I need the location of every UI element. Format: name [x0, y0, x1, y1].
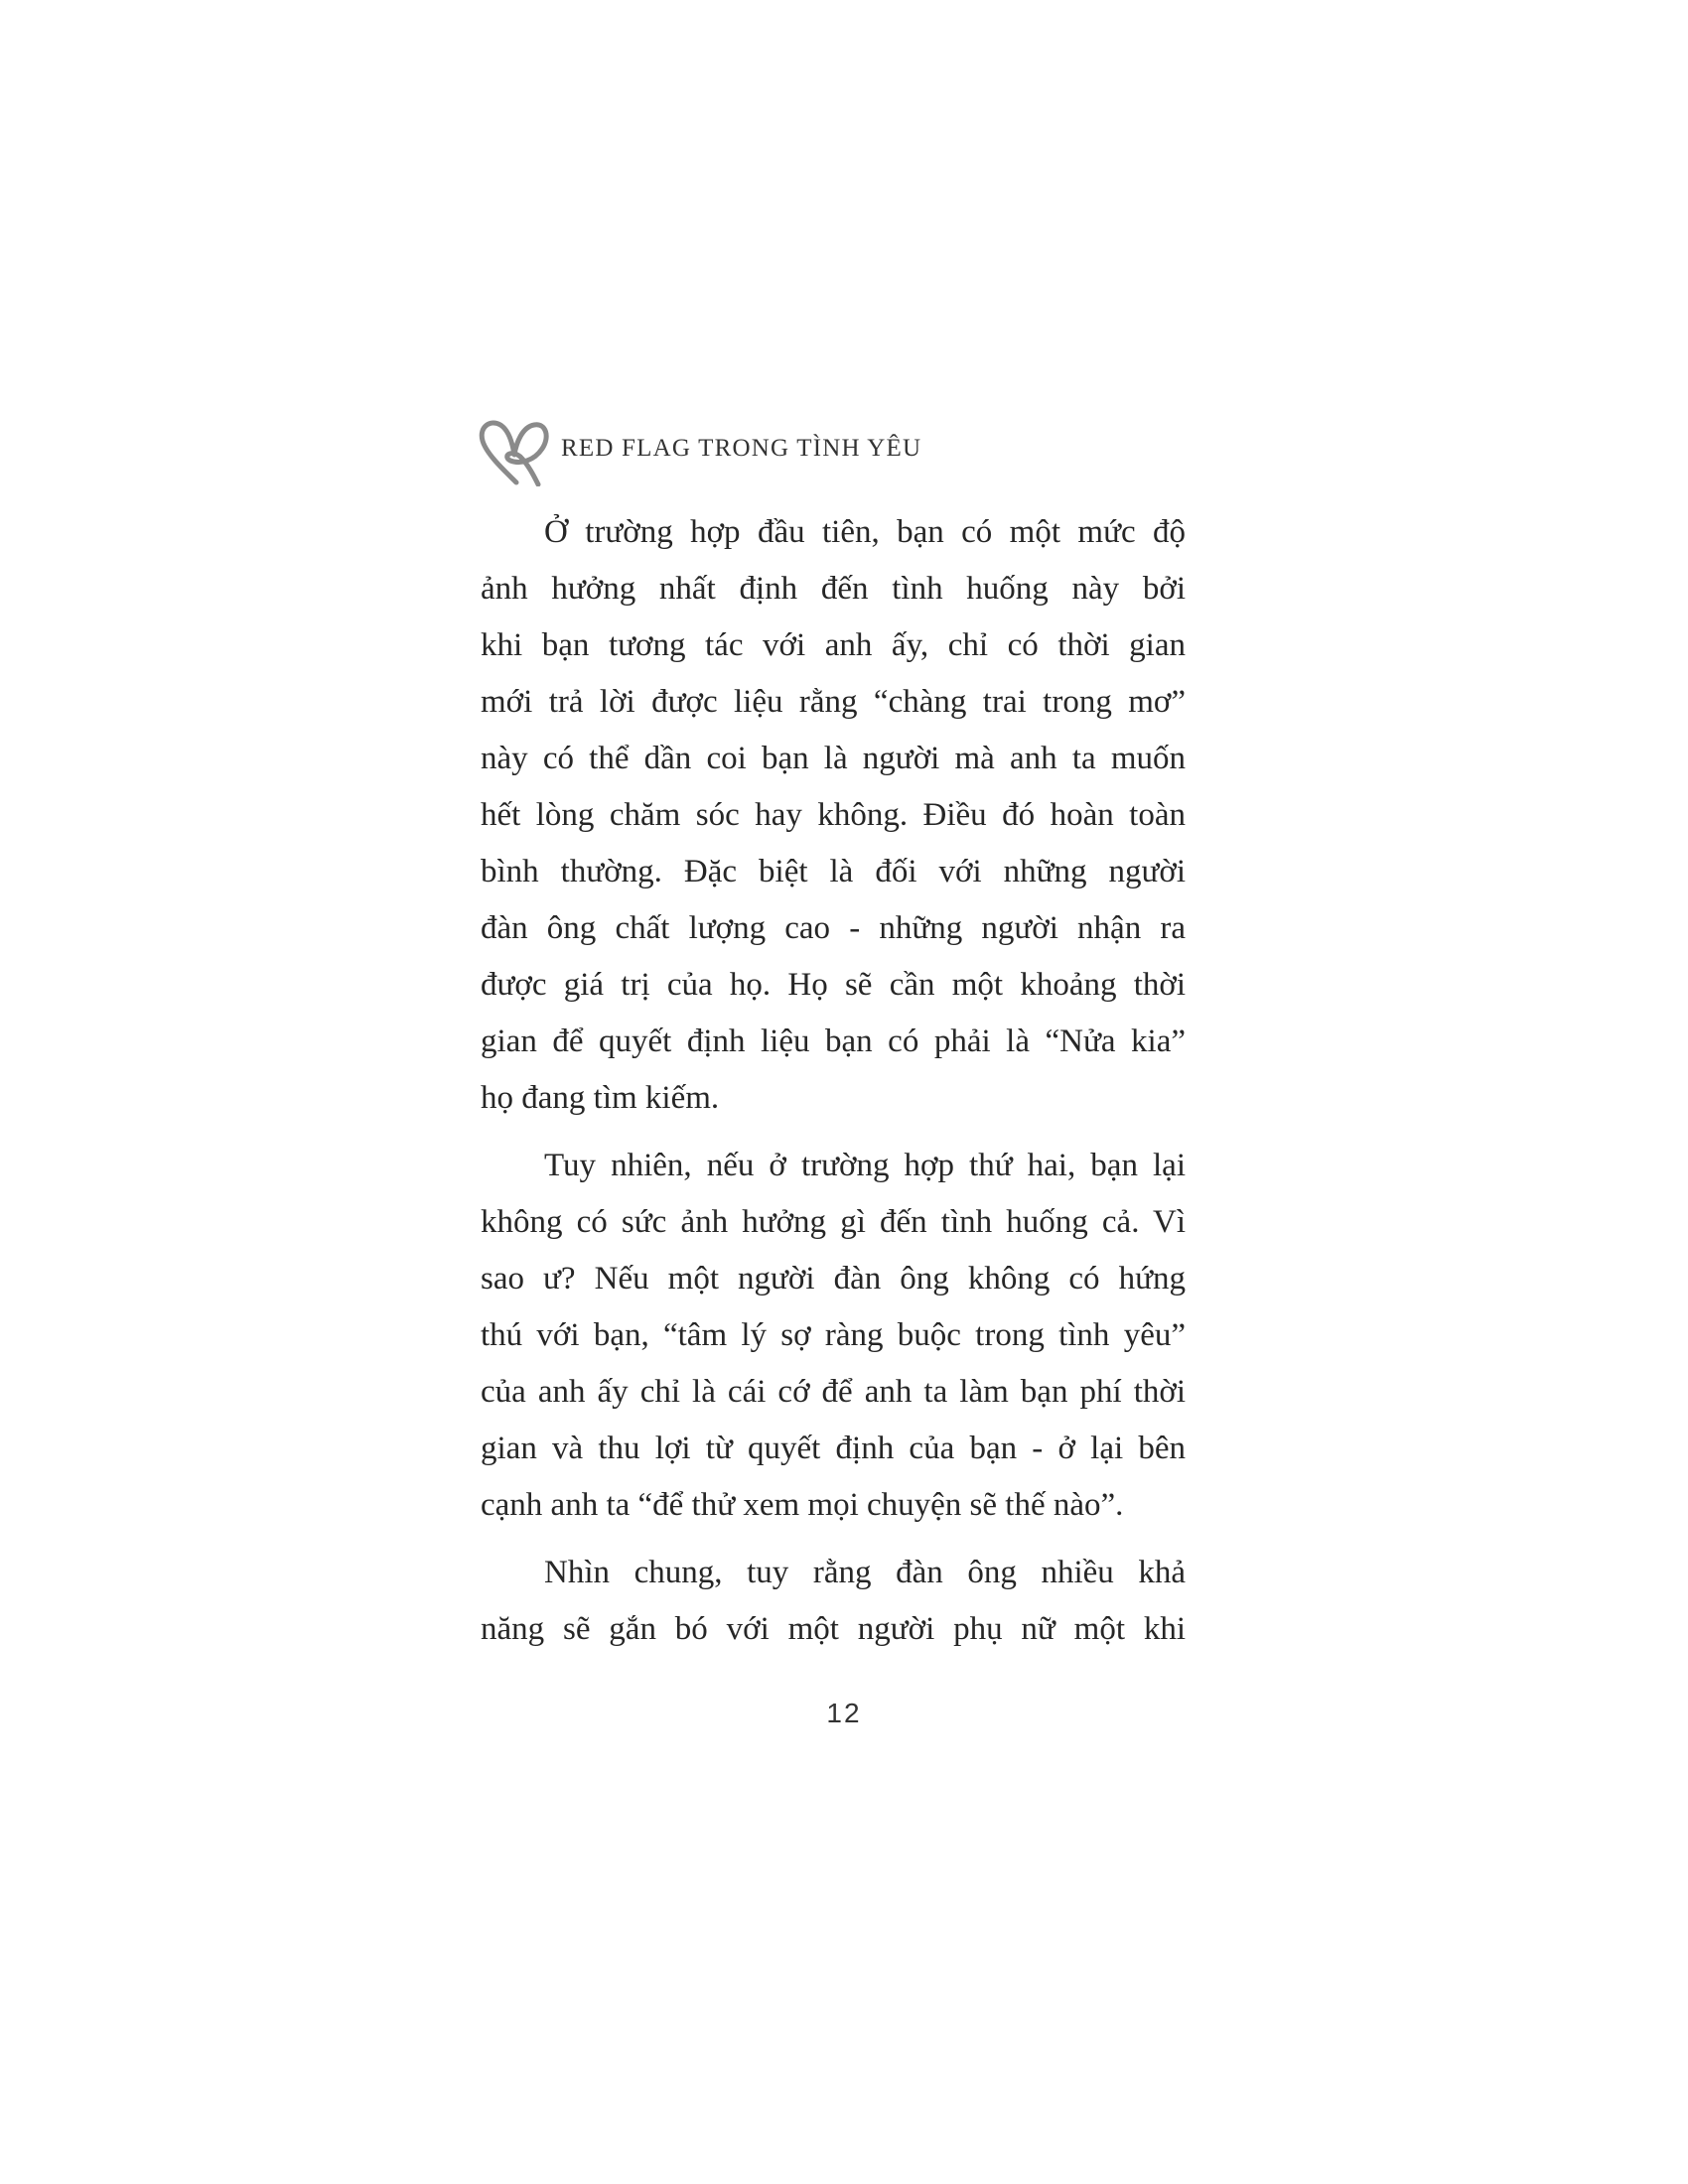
paragraph-3 [481, 1545, 1186, 1658]
text-line: cạnh anh ta “để thử xem mọi chuyện sẽ thế nào”. [481, 1487, 1124, 1523]
text-line: ảnh hưởng nhất định đến tình huống này bởi [481, 571, 1186, 607]
text-line: họ đang tìm kiếm. [481, 1080, 720, 1116]
text-line: hết lòng chăm sóc hay không. Điều đó hoàn toàn [481, 797, 1186, 833]
text-line: được giá trị của họ. Họ sẽ cần một khoảng thời [481, 967, 1186, 1003]
text-line: của anh ấy chỉ là cái cớ để anh ta làm bạn phí thời [481, 1374, 1186, 1410]
text-line: này có thể dần coi bạn là người mà anh ta muốn [481, 741, 1186, 776]
text-line: sao ư? Nếu một người đàn ông không có hứng [481, 1261, 1186, 1297]
text-line: không có sức ảnh hưởng gì đến tình huống cả. Vì [481, 1204, 1186, 1240]
page-number: 12 [826, 1698, 862, 1728]
paragraph-2 [481, 1138, 1186, 1534]
text-line: năng sẽ gắn bó với một người phụ nữ một khi [481, 1611, 1186, 1647]
text-line: gian để quyết định liệu bạn có phải là “Nửa kia” [481, 1024, 1186, 1059]
running-title: RED FLAG TRONG TÌNH YÊU [561, 435, 922, 462]
text-line: gian và thu lợi từ quyết định của bạn - ở lại bên [481, 1431, 1186, 1466]
text-line: đàn ông chất lượng cao - những người nhận ra [481, 910, 1186, 946]
body-text [481, 504, 1186, 1658]
text-line: Nhìn chung, tuy rằng đàn ông nhiều khả [544, 1555, 1186, 1590]
text-line: thú với bạn, “tâm lý sợ ràng buộc trong tình yêu” [481, 1317, 1186, 1353]
text-line: bình thường. Đặc biệt là đối với những người [481, 854, 1186, 889]
text-line: Ở trường hợp đầu tiên, bạn có một mức độ [544, 514, 1186, 550]
running-header [477, 415, 1192, 484]
text-line: khi bạn tương tác với anh ấy, chỉ có thời gian [481, 627, 1186, 663]
heart-ribbon-icon [477, 415, 560, 486]
text-line: Tuy nhiên, nếu ở trường hợp thứ hai, bạn lại [544, 1148, 1186, 1183]
paragraph-1 [481, 504, 1186, 1127]
text-line: mới trả lời được liệu rằng “chàng trai trong mơ” [481, 684, 1186, 720]
